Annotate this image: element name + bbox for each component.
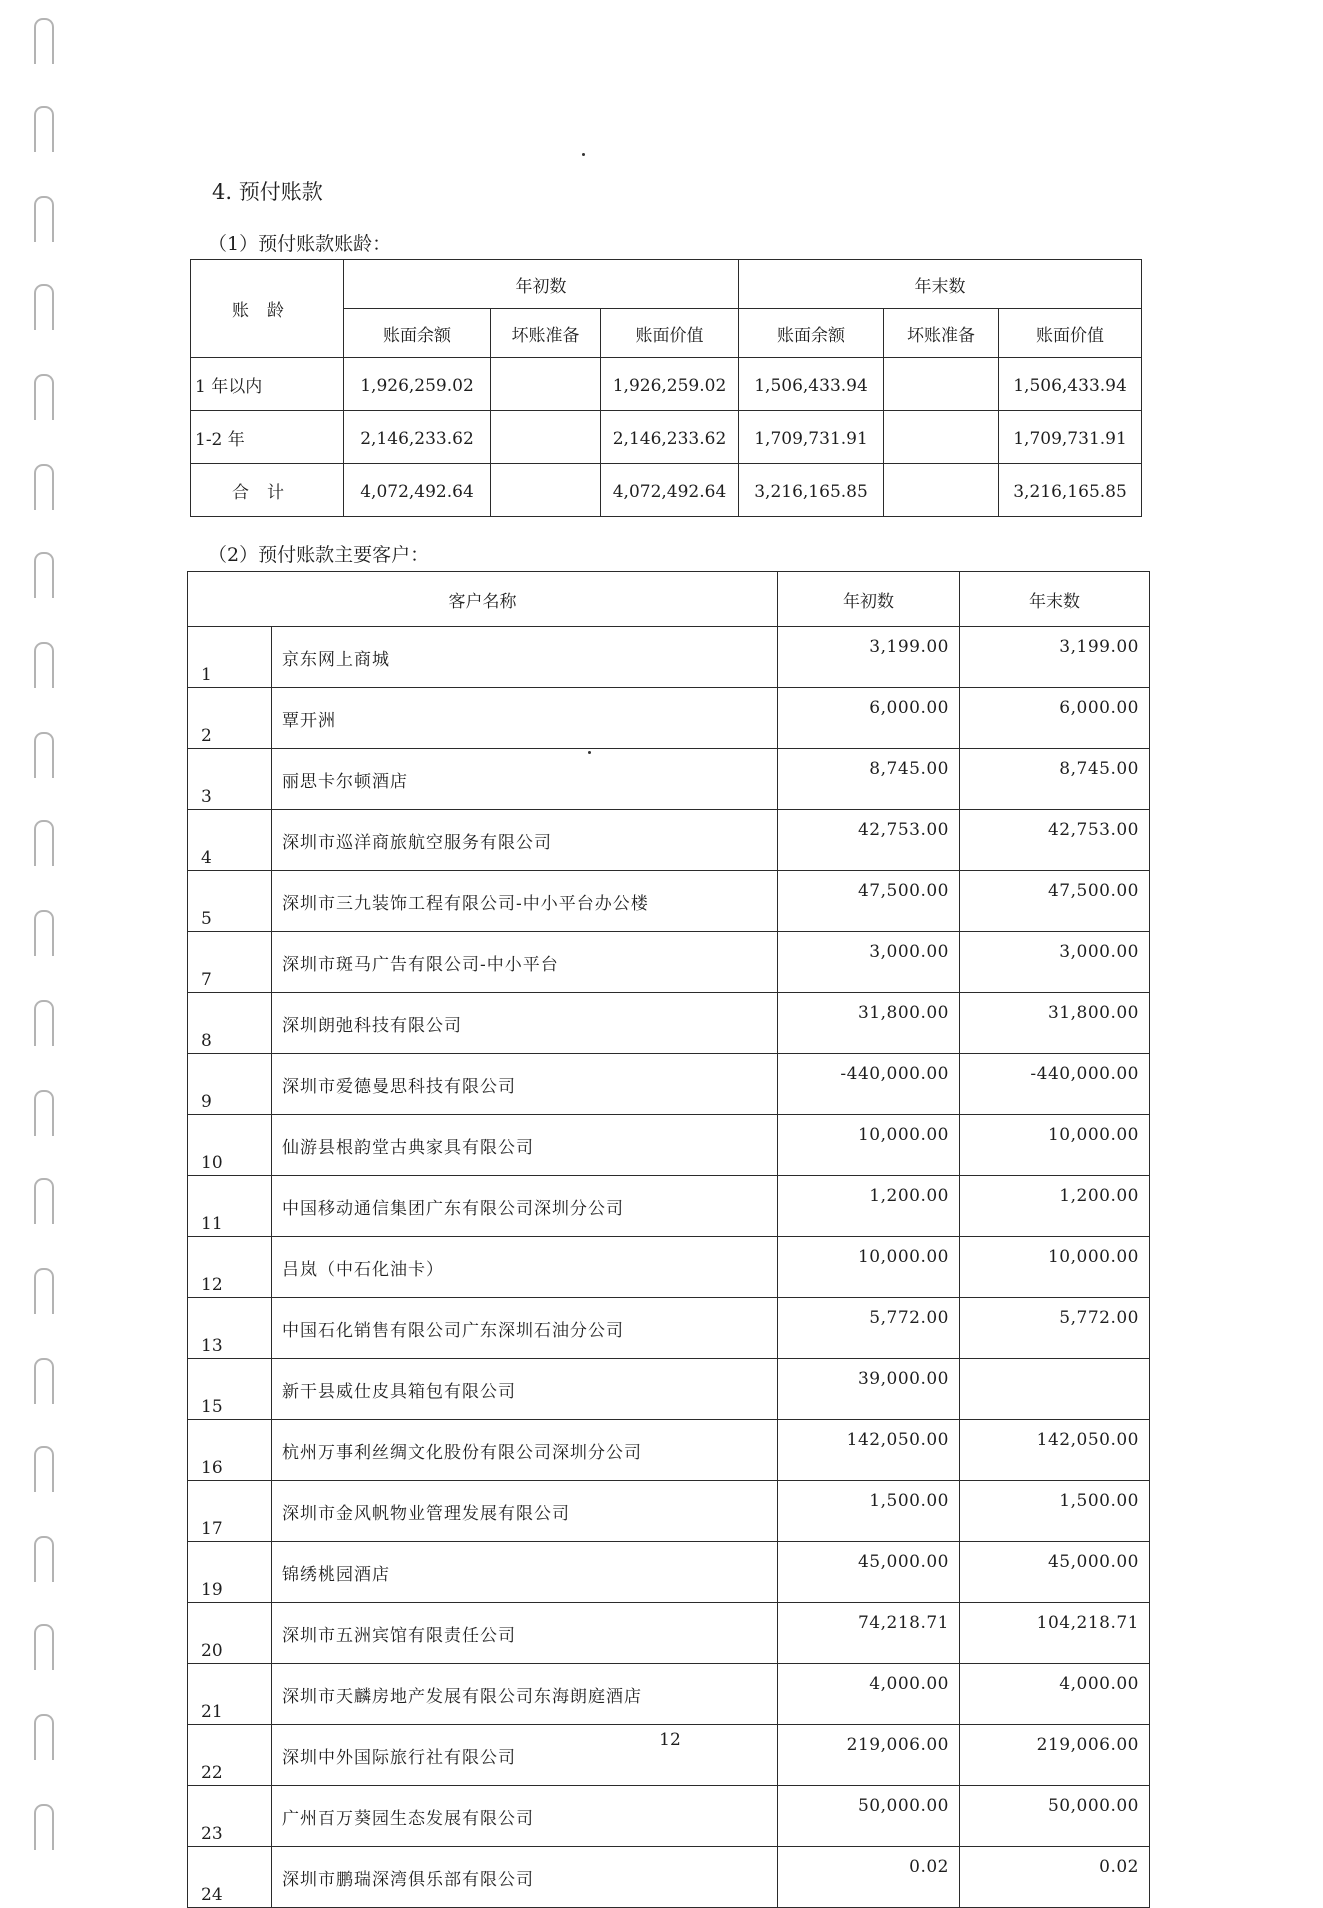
- aging-row: [191, 358, 1142, 411]
- customer-name-cell: 深圳市巡洋商旅航空服务有限公司: [272, 810, 778, 871]
- binding-hole: [34, 1446, 54, 1492]
- customer-beginning-cell: 45,000.00: [778, 1542, 960, 1603]
- customer-row: [188, 1481, 1150, 1542]
- begin-balance-cell: 1,926,259.02: [344, 358, 491, 411]
- begin-book-value-header: 账面价值: [601, 309, 739, 358]
- customer-row-number: 5: [188, 871, 272, 932]
- customer-row: [188, 688, 1150, 749]
- customer-beginning-cell: 50,000.00: [778, 1786, 960, 1847]
- customer-table: [187, 571, 1150, 1908]
- aging-total-label-text: 合计: [232, 482, 302, 503]
- customer-ending-cell: 8,745.00: [960, 749, 1150, 810]
- customer-row: [188, 1603, 1150, 1664]
- end-bad-debt-header: 坏账准备: [884, 309, 999, 358]
- end-value-cell: 1,506,433.94: [999, 358, 1142, 411]
- customer-row: [188, 1420, 1150, 1481]
- aging-subtitle: （1）预付账款账龄：: [208, 233, 392, 255]
- customer-ending-cell: [960, 1359, 1150, 1420]
- customer-ending-cell: 10,000.00: [960, 1115, 1150, 1176]
- customer-row-number: 11: [188, 1176, 272, 1237]
- customer-ending-cell: 45,000.00: [960, 1542, 1150, 1603]
- customer-row-number: 8: [188, 993, 272, 1054]
- customer-beginning-cell: -440,000.00: [778, 1054, 960, 1115]
- customer-beginning-cell: 10,000.00: [778, 1237, 960, 1298]
- customer-header-row: [188, 572, 1150, 627]
- customer-beginning-header: 年初数: [778, 572, 960, 627]
- end-balance-cell: 1,506,433.94: [739, 358, 884, 411]
- binding-hole: [34, 106, 54, 152]
- customer-beginning-cell: 1,500.00: [778, 1481, 960, 1542]
- binding-hole: [34, 464, 54, 510]
- customer-row: [188, 871, 1150, 932]
- customer-beginning-cell: 6,000.00: [778, 688, 960, 749]
- page-number: 12: [659, 1730, 681, 1750]
- customer-name-cell: 京东网上商城: [272, 627, 778, 688]
- customer-ending-cell: 3,000.00: [960, 932, 1150, 993]
- customer-row-number: 9: [188, 1054, 272, 1115]
- customer-ending-cell: -440,000.00: [960, 1054, 1150, 1115]
- customer-ending-cell: 4,000.00: [960, 1664, 1150, 1725]
- customer-row: [188, 1664, 1150, 1725]
- customer-row: [188, 1054, 1150, 1115]
- binding-hole: [34, 196, 54, 242]
- customer-row: [188, 1359, 1150, 1420]
- customer-name-cell: 深圳市鹏瑞深湾俱乐部有限公司: [272, 1847, 778, 1908]
- customer-row-number: 23: [188, 1786, 272, 1847]
- end-bad-debt-cell: [884, 358, 999, 411]
- aging-total-label: [191, 464, 344, 517]
- binding-hole: [34, 642, 54, 688]
- aging-table: [190, 259, 1142, 517]
- customer-beginning-cell: 31,800.00: [778, 993, 960, 1054]
- customer-ending-cell: 31,800.00: [960, 993, 1150, 1054]
- binding-hole: [34, 732, 54, 778]
- aging-row: [191, 411, 1142, 464]
- end-value-cell: 1,709,731.91: [999, 411, 1142, 464]
- customer-ending-cell: 104,218.71: [960, 1603, 1150, 1664]
- customer-row-number: 4: [188, 810, 272, 871]
- customer-beginning-cell: 3,199.00: [778, 627, 960, 688]
- customer-beginning-cell: 219,006.00: [778, 1725, 960, 1786]
- binding-hole: [34, 1090, 54, 1136]
- end-balance-cell: 1,709,731.91: [739, 411, 884, 464]
- customer-row-number: 10: [188, 1115, 272, 1176]
- binding-hole: [34, 1804, 54, 1850]
- customer-row-number: 2: [188, 688, 272, 749]
- customer-name-cell: 深圳市天麟房地产发展有限公司东海朗庭酒店: [272, 1664, 778, 1725]
- customer-beginning-cell: 142,050.00: [778, 1420, 960, 1481]
- customer-name-cell: 中国石化销售有限公司广东深圳石油分公司: [272, 1298, 778, 1359]
- customer-row: [188, 1786, 1150, 1847]
- customer-ending-cell: 1,200.00: [960, 1176, 1150, 1237]
- customer-row: [188, 1298, 1150, 1359]
- customer-beginning-cell: 10,000.00: [778, 1115, 960, 1176]
- end-bad-debt-total: [884, 464, 999, 517]
- customer-name-cell: 覃开洲: [272, 688, 778, 749]
- customers-subtitle: （2）预付账款主要客户：: [208, 544, 430, 566]
- begin-value-total: 4,072,492.64: [601, 464, 739, 517]
- customer-ending-cell: 219,006.00: [960, 1725, 1150, 1786]
- binding-hole: [34, 1536, 54, 1582]
- binding-hole: [34, 910, 54, 956]
- customer-ending-cell: 47,500.00: [960, 871, 1150, 932]
- aging-total-row: [191, 464, 1142, 517]
- scan-speck: [582, 153, 585, 156]
- customer-row-number: 3: [188, 749, 272, 810]
- customer-beginning-cell: 5,772.00: [778, 1298, 960, 1359]
- customer-row-number: 21: [188, 1664, 272, 1725]
- customer-row-number: 16: [188, 1420, 272, 1481]
- end-balance-total: 3,216,165.85: [739, 464, 884, 517]
- customer-ending-cell: 6,000.00: [960, 688, 1150, 749]
- customer-beginning-cell: 3,000.00: [778, 932, 960, 993]
- customer-ending-cell: 5,772.00: [960, 1298, 1150, 1359]
- customer-row: [188, 993, 1150, 1054]
- customer-beginning-cell: 4,000.00: [778, 1664, 960, 1725]
- begin-balance-cell: 2,146,233.62: [344, 411, 491, 464]
- end-bad-debt-cell: [884, 411, 999, 464]
- customer-row-number: 17: [188, 1481, 272, 1542]
- aging-label-header-text: 账龄: [232, 301, 302, 321]
- customer-row: [188, 749, 1150, 810]
- begin-book-balance-header: 账面余额: [344, 309, 491, 358]
- customer-row: [188, 1542, 1150, 1603]
- customer-name-cell: 深圳市爱德曼思科技有限公司: [272, 1054, 778, 1115]
- customer-ending-header: 年末数: [960, 572, 1150, 627]
- customer-beginning-cell: 39,000.00: [778, 1359, 960, 1420]
- customer-row: [188, 1847, 1150, 1908]
- customer-name-cell: 深圳市五洲宾馆有限责任公司: [272, 1603, 778, 1664]
- customer-ending-cell: 50,000.00: [960, 1786, 1150, 1847]
- customer-beginning-cell: 0.02: [778, 1847, 960, 1908]
- customer-row: [188, 1115, 1150, 1176]
- binding-hole: [34, 552, 54, 598]
- customer-row-number: 19: [188, 1542, 272, 1603]
- aging-row-label: 1 年以内: [191, 358, 344, 411]
- customer-row: [188, 932, 1150, 993]
- binding-hole: [34, 1358, 54, 1404]
- begin-bad-debt-cell: [491, 358, 601, 411]
- customer-beginning-cell: 1,200.00: [778, 1176, 960, 1237]
- customer-ending-cell: 42,753.00: [960, 810, 1150, 871]
- customer-beginning-cell: 8,745.00: [778, 749, 960, 810]
- end-book-value-header: 账面价值: [999, 309, 1142, 358]
- customer-ending-cell: 3,199.00: [960, 627, 1150, 688]
- customer-row: [188, 810, 1150, 871]
- begin-value-cell: 2,146,233.62: [601, 411, 739, 464]
- binding-hole: [34, 1178, 54, 1224]
- begin-bad-debt-cell: [491, 411, 601, 464]
- customer-name-cell: 深圳中外国际旅行社有限公司: [272, 1725, 778, 1786]
- binding-hole: [34, 284, 54, 330]
- ending-header: 年末数: [739, 260, 1142, 309]
- customer-name-cell: 深圳市三九装饰工程有限公司-中小平台办公楼: [272, 871, 778, 932]
- customer-row: [188, 1176, 1150, 1237]
- aging-row-label: 1-2 年: [191, 411, 344, 464]
- customer-row: [188, 627, 1150, 688]
- customer-beginning-cell: 47,500.00: [778, 871, 960, 932]
- customer-name-cell: 丽思卡尔顿酒店: [272, 749, 778, 810]
- begin-balance-total: 4,072,492.64: [344, 464, 491, 517]
- customer-beginning-cell: 42,753.00: [778, 810, 960, 871]
- binding-hole: [34, 1000, 54, 1046]
- customer-row-number: 15: [188, 1359, 272, 1420]
- customer-name-cell: 深圳市斑马广告有限公司-中小平台: [272, 932, 778, 993]
- customer-ending-cell: 142,050.00: [960, 1420, 1150, 1481]
- customer-name-cell: 吕岚（中石化油卡）: [272, 1237, 778, 1298]
- customer-name-cell: 深圳市金风帆物业管理发展有限公司: [272, 1481, 778, 1542]
- customer-row-number: 7: [188, 932, 272, 993]
- begin-bad-debt-header: 坏账准备: [491, 309, 601, 358]
- customer-row-number: 22: [188, 1725, 272, 1786]
- customer-name-cell: 深圳朗弛科技有限公司: [272, 993, 778, 1054]
- customer-name-cell: 仙游县根韵堂古典家具有限公司: [272, 1115, 778, 1176]
- end-value-total: 3,216,165.85: [999, 464, 1142, 517]
- customer-row: [188, 1237, 1150, 1298]
- customer-name-cell: 新干县威仕皮具箱包有限公司: [272, 1359, 778, 1420]
- aging-label-header: [191, 260, 344, 358]
- begin-value-cell: 1,926,259.02: [601, 358, 739, 411]
- binding-hole: [34, 374, 54, 420]
- binding-hole: [34, 1624, 54, 1670]
- customer-name-cell: 锦绣桃园酒店: [272, 1542, 778, 1603]
- begin-bad-debt-total: [491, 464, 601, 517]
- customer-body: [188, 627, 1150, 1908]
- customer-row-number: 20: [188, 1603, 272, 1664]
- binding-hole: [34, 820, 54, 866]
- customer-row-number: 1: [188, 627, 272, 688]
- binding-holes: [30, 0, 60, 1870]
- customer-row-number: 13: [188, 1298, 272, 1359]
- customer-name-cell: 广州百万葵园生态发展有限公司: [272, 1786, 778, 1847]
- customer-ending-cell: 1,500.00: [960, 1481, 1150, 1542]
- binding-hole: [34, 18, 54, 64]
- customer-beginning-cell: 74,218.71: [778, 1603, 960, 1664]
- customer-name-cell: 杭州万事利丝绸文化股份有限公司深圳分公司: [272, 1420, 778, 1481]
- binding-hole: [34, 1268, 54, 1314]
- customer-ending-cell: 10,000.00: [960, 1237, 1150, 1298]
- beginning-header: 年初数: [344, 260, 739, 309]
- customer-row-number: 24: [188, 1847, 272, 1908]
- end-book-balance-header: 账面余额: [739, 309, 884, 358]
- customer-name-cell: 中国移动通信集团广东有限公司深圳分公司: [272, 1176, 778, 1237]
- customer-ending-cell: 0.02: [960, 1847, 1150, 1908]
- customer-row-number: 12: [188, 1237, 272, 1298]
- aging-header-row: [191, 260, 1142, 309]
- customer-name-header: 客户名称: [188, 572, 778, 627]
- section-title: 4. 预付账款: [212, 180, 323, 204]
